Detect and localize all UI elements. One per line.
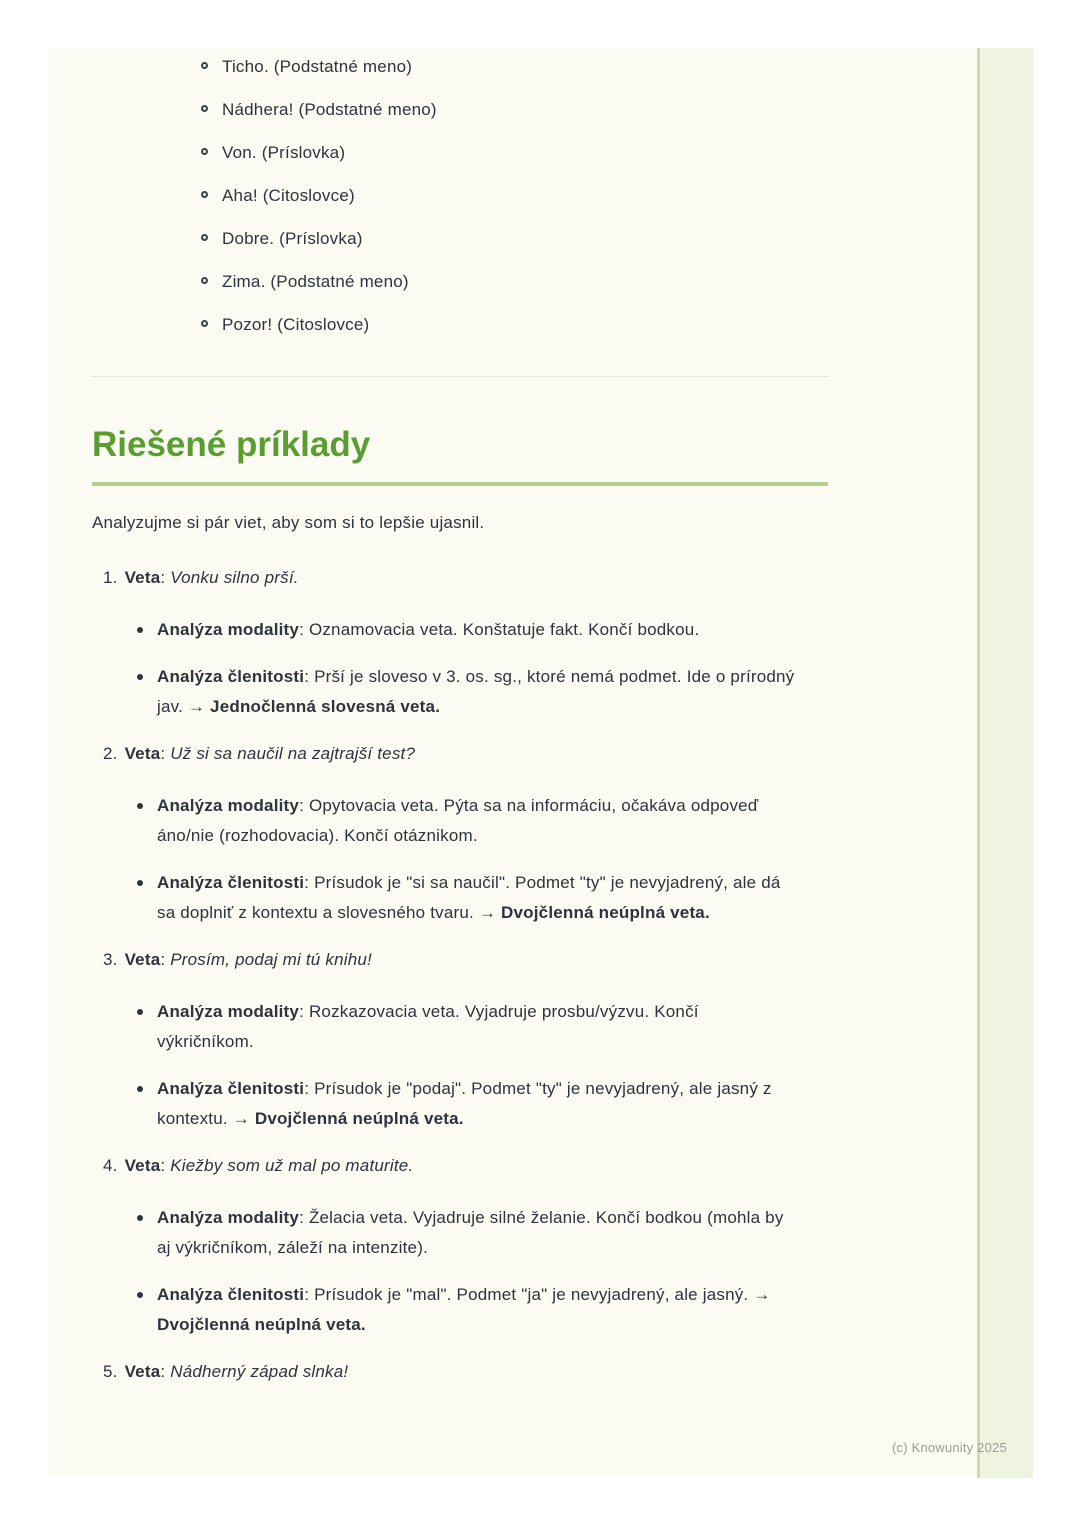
next-page-edge [977, 48, 1033, 1478]
example-sentence-line [92, 945, 828, 975]
example-sentence: Kiežby som už mal po maturite. [170, 1156, 414, 1175]
dot-bullet-icon [137, 1009, 143, 1015]
dot-bullet-icon [137, 674, 143, 680]
circle-bullet-icon [201, 62, 208, 69]
example-sentence-line [92, 1151, 828, 1181]
analysis-text: Analýza modality: Želacia veta. Vyjadruje silné želanie. Končí bodkou (mohla by aj výkričníkom, záleží na intenzite). [157, 1208, 784, 1257]
analysis-item [92, 791, 797, 851]
veta-label: Veta [124, 744, 161, 763]
example-sentence: Nádherný západ slnka! [170, 1362, 349, 1381]
analysis-item [92, 615, 797, 645]
example-item [92, 1357, 828, 1387]
example-sentence: Prosím, podaj mi tú knihu! [170, 950, 372, 969]
dot-bullet-icon [137, 1086, 143, 1092]
example-number: 1. [103, 568, 118, 587]
analysis-item [92, 1203, 797, 1263]
list-item-text: Ticho. (Podstatné meno) [222, 57, 413, 76]
veta-label: Veta [124, 568, 161, 587]
list-item [92, 95, 828, 125]
circle-bullet-icon [201, 277, 208, 284]
list-item [92, 224, 828, 254]
example-number: 2. [103, 744, 118, 763]
analysis-text: Analýza členitosti: Prísudok je "mal". Podmet "ja" je nevyjadrený, ale jasný. → Dvojčlenná neúplná veta. [157, 1285, 771, 1334]
examples-list [92, 563, 828, 1387]
colon: : [160, 568, 171, 587]
analysis-item [92, 662, 797, 722]
dot-bullet-icon [137, 803, 143, 809]
list-item-text: Pozor! (Citoslovce) [222, 315, 370, 334]
example-item [92, 563, 828, 722]
circle-bullet-icon [201, 320, 208, 327]
example-item [92, 1151, 828, 1340]
veta-label: Veta [124, 1362, 161, 1381]
list-item [92, 267, 828, 297]
analysis-list [92, 791, 828, 928]
word-type-list [92, 52, 828, 340]
colon: : [160, 950, 171, 969]
circle-bullet-icon [201, 105, 208, 112]
section-divider [92, 376, 828, 377]
example-item [92, 945, 828, 1134]
analysis-item [92, 868, 797, 928]
list-item [92, 52, 828, 82]
analysis-list [92, 1203, 828, 1340]
section-heading: Riešené príklady [92, 423, 828, 486]
list-item-text: Dobre. (Príslovka) [222, 229, 363, 248]
example-sentence-line [92, 739, 828, 769]
list-item [92, 181, 828, 211]
list-item-text: Nádhera! (Podstatné meno) [222, 100, 437, 119]
list-item [92, 138, 828, 168]
colon: : [160, 1362, 171, 1381]
analysis-list [92, 615, 828, 722]
example-sentence-line [92, 563, 828, 593]
dot-bullet-icon [137, 1215, 143, 1221]
list-item-text: Zima. (Podstatné meno) [222, 272, 409, 291]
example-number: 3. [103, 950, 118, 969]
dot-bullet-icon [137, 1292, 143, 1298]
circle-bullet-icon [201, 148, 208, 155]
circle-bullet-icon [201, 191, 208, 198]
intro-paragraph: Analyzujme si pár viet, aby som si to lepšie ujasnil. [92, 513, 485, 532]
example-item [92, 739, 828, 928]
colon: : [160, 744, 171, 763]
veta-label: Veta [124, 950, 161, 969]
example-sentence: Vonku silno prší. [170, 568, 299, 587]
analysis-text: Analýza modality: Opytovacia veta. Pýta sa na informáciu, očakáva odpoveď áno/nie (rozhodovacia). Končí otáznikom. [157, 796, 759, 845]
copyright-watermark: (c) Knowunity 2025 [892, 1440, 1007, 1455]
analysis-text: Analýza členitosti: Prší je sloveso v 3. os. sg., ktoré nemá podmet. Ide o prírodný jav. → Jednočlenná slovesná veta. [157, 667, 795, 716]
analysis-item [92, 997, 797, 1057]
analysis-item [92, 1280, 797, 1340]
analysis-list [92, 997, 828, 1134]
veta-label: Veta [124, 1156, 161, 1175]
circle-bullet-icon [201, 234, 208, 241]
dot-bullet-icon [137, 627, 143, 633]
document-page [48, 48, 976, 1476]
example-number: 5. [103, 1362, 118, 1381]
list-item-text: Aha! (Citoslovce) [222, 186, 355, 205]
analysis-text: Analýza modality: Rozkazovacia veta. Vyjadruje prosbu/výzvu. Končí výkričníkom. [157, 1002, 699, 1051]
example-sentence: Už si sa naučil na zajtrajší test? [170, 744, 416, 763]
analysis-item [92, 1074, 797, 1134]
analysis-text: Analýza členitosti: Prísudok je "si sa naučil". Podmet "ty" je nevyjadrený, ale dá sa doplniť z kontextu a slovesného tvaru. → Dvojčlenná neúplná veta. [157, 873, 781, 922]
analysis-text: Analýza členitosti: Prísudok je "podaj". Podmet "ty" je nevyjadrený, ale jasný z kontextu. → Dvojčlenná neúplná veta. [157, 1079, 772, 1128]
example-number: 4. [103, 1156, 118, 1175]
list-item-text: Von. (Príslovka) [222, 143, 346, 162]
colon: : [160, 1156, 171, 1175]
dot-bullet-icon [137, 880, 143, 886]
analysis-text: Analýza modality: Oznamovacia veta. Konštatuje fakt. Končí bodkou. [157, 620, 700, 639]
example-sentence-line [92, 1357, 828, 1387]
list-item [92, 310, 828, 340]
